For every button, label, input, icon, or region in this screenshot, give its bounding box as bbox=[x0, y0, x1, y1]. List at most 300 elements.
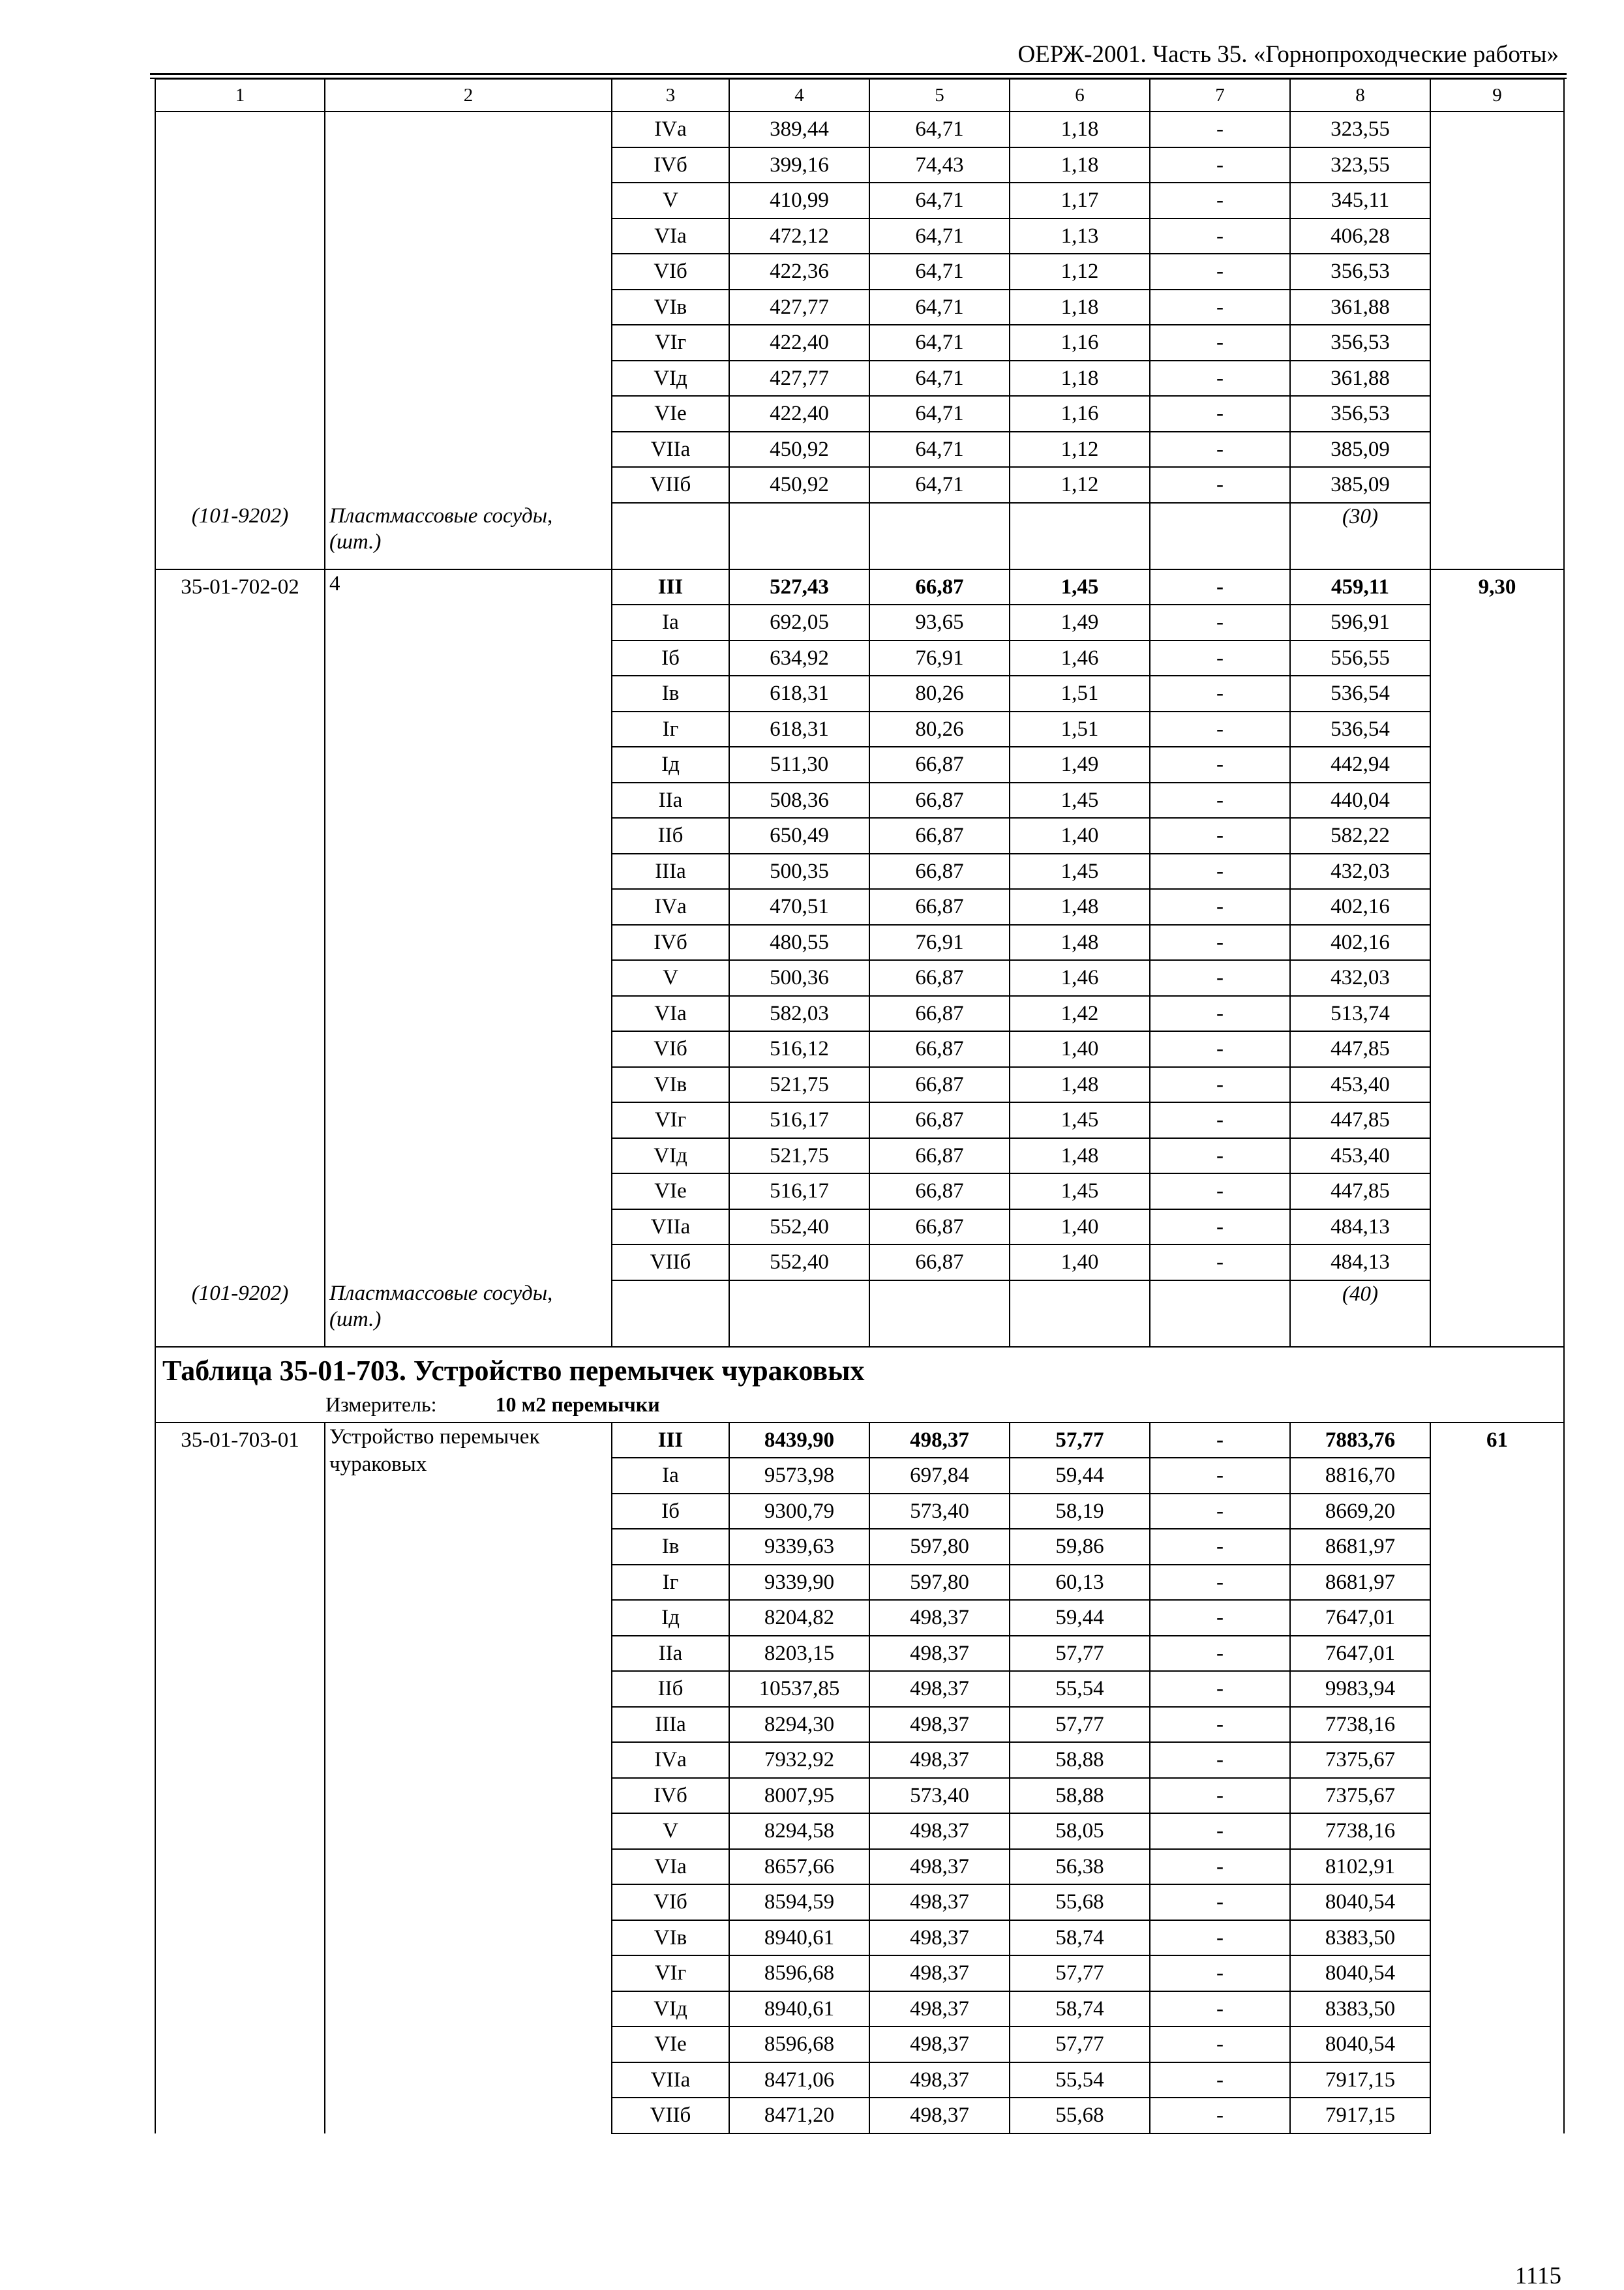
cell: IIа bbox=[612, 783, 729, 819]
cell: 8940,61 bbox=[729, 1920, 869, 1956]
cell: 1,48 bbox=[1010, 925, 1150, 961]
cell: 498,37 bbox=[869, 1600, 1010, 1636]
cell: - bbox=[1150, 676, 1290, 712]
cell: III bbox=[612, 569, 729, 605]
cell: 361,88 bbox=[1290, 290, 1430, 325]
cell: 1,48 bbox=[1010, 1067, 1150, 1103]
cell: 402,16 bbox=[1290, 925, 1430, 961]
cell: 7647,01 bbox=[1290, 1636, 1430, 1672]
cell: 521,75 bbox=[729, 1138, 869, 1174]
row-code: 35-01-702-02 bbox=[155, 569, 325, 1280]
cell: - bbox=[1150, 2098, 1290, 2133]
cell: 500,36 bbox=[729, 960, 869, 996]
column-header-6: 6 bbox=[1010, 79, 1150, 112]
cell: VIIб bbox=[612, 1244, 729, 1280]
cell: 1,16 bbox=[1010, 325, 1150, 361]
header-rule bbox=[150, 73, 1567, 75]
cell: 498,37 bbox=[869, 1920, 1010, 1956]
cell: 57,77 bbox=[1010, 1955, 1150, 1991]
cell: 55,54 bbox=[1010, 1671, 1150, 1707]
cell: 66,87 bbox=[869, 1209, 1010, 1245]
cell: - bbox=[1150, 1636, 1290, 1672]
row-col9: 61 bbox=[1430, 1423, 1564, 2133]
cell: 64,71 bbox=[869, 361, 1010, 397]
cell: 58,74 bbox=[1010, 1920, 1150, 1956]
cell: 7883,76 bbox=[1290, 1423, 1430, 1458]
cell: 498,37 bbox=[869, 2026, 1010, 2062]
cell: V bbox=[612, 183, 729, 218]
cell: 57,77 bbox=[1010, 2026, 1150, 2062]
table-title-row bbox=[155, 1347, 1564, 1423]
cell: 1,46 bbox=[1010, 960, 1150, 996]
cell: 536,54 bbox=[1290, 676, 1430, 712]
cell: 59,86 bbox=[1010, 1529, 1150, 1565]
cell: 8204,82 bbox=[729, 1600, 869, 1636]
column-header-4: 4 bbox=[729, 79, 869, 112]
cell: 618,31 bbox=[729, 676, 869, 712]
note-empty-cell bbox=[869, 1280, 1010, 1347]
cell: 521,75 bbox=[729, 1067, 869, 1103]
cell: - bbox=[1150, 1884, 1290, 1920]
cell: - bbox=[1150, 1529, 1290, 1565]
cell: 618,31 bbox=[729, 712, 869, 747]
cell: 498,37 bbox=[869, 1707, 1010, 1743]
cell: 422,36 bbox=[729, 254, 869, 290]
column-header-row bbox=[155, 79, 1564, 112]
cell: 692,05 bbox=[729, 605, 869, 640]
cell: 9339,63 bbox=[729, 1529, 869, 1565]
cell: 64,71 bbox=[869, 432, 1010, 468]
cell: - bbox=[1150, 1849, 1290, 1885]
cell: 453,40 bbox=[1290, 1067, 1430, 1103]
cell: 470,51 bbox=[729, 889, 869, 925]
cell: 389,44 bbox=[729, 112, 869, 147]
cell: 573,40 bbox=[869, 1494, 1010, 1529]
cell: 8681,97 bbox=[1290, 1565, 1430, 1601]
cell: 498,37 bbox=[869, 1742, 1010, 1778]
cell: 410,99 bbox=[729, 183, 869, 218]
cell: IVб bbox=[612, 147, 729, 183]
cell: IIIа bbox=[612, 1707, 729, 1743]
cell: VIд bbox=[612, 1991, 729, 2027]
cell: 459,11 bbox=[1290, 569, 1430, 605]
cell: 427,77 bbox=[729, 290, 869, 325]
cell: VIе bbox=[612, 396, 729, 432]
cell: 8383,50 bbox=[1290, 1920, 1430, 1956]
column-header-2: 2 bbox=[325, 79, 612, 112]
cell: 8681,97 bbox=[1290, 1529, 1430, 1565]
cell: 10537,85 bbox=[729, 1671, 869, 1707]
cell: - bbox=[1150, 783, 1290, 819]
cell: 76,91 bbox=[869, 640, 1010, 676]
cell: IVа bbox=[612, 889, 729, 925]
cell: 484,13 bbox=[1290, 1244, 1430, 1280]
cell: 7647,01 bbox=[1290, 1600, 1430, 1636]
column-header-8: 8 bbox=[1290, 79, 1430, 112]
cell: - bbox=[1150, 254, 1290, 290]
cell: 498,37 bbox=[869, 1955, 1010, 1991]
cell: 453,40 bbox=[1290, 1138, 1430, 1174]
cell: 450,92 bbox=[729, 467, 869, 503]
unit-line bbox=[162, 1391, 1557, 1418]
cell: IIб bbox=[612, 1671, 729, 1707]
cell: VIа bbox=[612, 1849, 729, 1885]
cell: 498,37 bbox=[869, 1636, 1010, 1672]
cell: V bbox=[612, 1813, 729, 1849]
cell: 7917,15 bbox=[1290, 2098, 1430, 2133]
cell: 516,17 bbox=[729, 1173, 869, 1209]
note-row bbox=[155, 1280, 1564, 1347]
cell: 1,12 bbox=[1010, 432, 1150, 468]
cell: VIг bbox=[612, 1955, 729, 1991]
cell: 527,43 bbox=[729, 569, 869, 605]
cell: 57,77 bbox=[1010, 1636, 1150, 1672]
note-empty-cell bbox=[729, 503, 869, 569]
cell: - bbox=[1150, 1920, 1290, 1956]
cell: Iа bbox=[612, 1458, 729, 1494]
cell: - bbox=[1150, 361, 1290, 397]
cell: 422,40 bbox=[729, 325, 869, 361]
cell: 498,37 bbox=[869, 2062, 1010, 2098]
note-empty-cell bbox=[1430, 1280, 1564, 1347]
cell: 447,85 bbox=[1290, 1173, 1430, 1209]
cell: 450,92 bbox=[729, 432, 869, 468]
note-description: Пластмассовые сосуды, (шт.) bbox=[325, 503, 612, 569]
cell: - bbox=[1150, 218, 1290, 254]
cell: 56,38 bbox=[1010, 1849, 1150, 1885]
cell: 498,37 bbox=[869, 1423, 1010, 1458]
cell: VIIб bbox=[612, 467, 729, 503]
cell: 582,03 bbox=[729, 996, 869, 1032]
cell: VIг bbox=[612, 325, 729, 361]
cell: 1,17 bbox=[1010, 183, 1150, 218]
cell: - bbox=[1150, 1600, 1290, 1636]
cell: 1,45 bbox=[1010, 1173, 1150, 1209]
cell: Iд bbox=[612, 747, 729, 783]
cell: 1,49 bbox=[1010, 605, 1150, 640]
cell: 66,87 bbox=[869, 1244, 1010, 1280]
cell: 64,71 bbox=[869, 183, 1010, 218]
cell: IVа bbox=[612, 1742, 729, 1778]
cell: 64,71 bbox=[869, 254, 1010, 290]
cell: 1,40 bbox=[1010, 1244, 1150, 1280]
cell: IIIа bbox=[612, 854, 729, 890]
cell: - bbox=[1150, 1565, 1290, 1601]
cell: 58,19 bbox=[1010, 1494, 1150, 1529]
cell: 556,55 bbox=[1290, 640, 1430, 676]
cell: 1,18 bbox=[1010, 147, 1150, 183]
note-empty-cell bbox=[1150, 503, 1290, 569]
cell: 1,16 bbox=[1010, 396, 1150, 432]
cell: 58,88 bbox=[1010, 1742, 1150, 1778]
cell: 498,37 bbox=[869, 1671, 1010, 1707]
cell: VIб bbox=[612, 1031, 729, 1067]
cell: - bbox=[1150, 1742, 1290, 1778]
cell: 508,36 bbox=[729, 783, 869, 819]
cell: 498,37 bbox=[869, 2098, 1010, 2133]
cell: IVб bbox=[612, 1778, 729, 1814]
cell: 7738,16 bbox=[1290, 1813, 1430, 1849]
cell: VIд bbox=[612, 361, 729, 397]
cell: - bbox=[1150, 605, 1290, 640]
note-empty-cell bbox=[729, 1280, 869, 1347]
cell: 66,87 bbox=[869, 854, 1010, 890]
cell: - bbox=[1150, 1813, 1290, 1849]
cell: - bbox=[1150, 1173, 1290, 1209]
cell: 66,87 bbox=[869, 783, 1010, 819]
cell: Iв bbox=[612, 676, 729, 712]
cell: 8471,06 bbox=[729, 2062, 869, 2098]
cell: 511,30 bbox=[729, 747, 869, 783]
cell: - bbox=[1150, 996, 1290, 1032]
note-value: (30) bbox=[1290, 503, 1430, 569]
cell: - bbox=[1150, 396, 1290, 432]
cell: - bbox=[1150, 925, 1290, 961]
cell: 1,51 bbox=[1010, 676, 1150, 712]
cell: 64,71 bbox=[869, 325, 1010, 361]
cell: V bbox=[612, 960, 729, 996]
cell: 634,92 bbox=[729, 640, 869, 676]
cell: VIIб bbox=[612, 2098, 729, 2133]
cell: 66,87 bbox=[869, 1138, 1010, 1174]
cell: 8596,68 bbox=[729, 2026, 869, 2062]
cell: 1,18 bbox=[1010, 290, 1150, 325]
cell: VIв bbox=[612, 1920, 729, 1956]
cell: 385,09 bbox=[1290, 467, 1430, 503]
cell: Iа bbox=[612, 605, 729, 640]
cell: 64,71 bbox=[869, 396, 1010, 432]
cell: 8940,61 bbox=[729, 1991, 869, 2027]
note-description: Пластмассовые сосуды, (шт.) bbox=[325, 1280, 612, 1347]
cell: 596,91 bbox=[1290, 605, 1430, 640]
cell: 516,12 bbox=[729, 1031, 869, 1067]
cell: - bbox=[1150, 747, 1290, 783]
column-header-5: 5 bbox=[869, 79, 1010, 112]
cell: 513,74 bbox=[1290, 996, 1430, 1032]
cell: VIб bbox=[612, 254, 729, 290]
cell: 93,65 bbox=[869, 605, 1010, 640]
unit-label: Измеритель: bbox=[325, 1392, 437, 1416]
cell: 8657,66 bbox=[729, 1849, 869, 1885]
cell: 8294,58 bbox=[729, 1813, 869, 1849]
cell: VIIа bbox=[612, 1209, 729, 1245]
cell: 1,45 bbox=[1010, 783, 1150, 819]
cell: 422,40 bbox=[729, 396, 869, 432]
cell: Iв bbox=[612, 1529, 729, 1565]
cell: 697,84 bbox=[869, 1458, 1010, 1494]
cell: 64,71 bbox=[869, 467, 1010, 503]
cell: 60,13 bbox=[1010, 1565, 1150, 1601]
cell: - bbox=[1150, 183, 1290, 218]
cell: - bbox=[1150, 818, 1290, 854]
cell: VIIа bbox=[612, 2062, 729, 2098]
cell: Iг bbox=[612, 1565, 729, 1601]
cell: - bbox=[1150, 1778, 1290, 1814]
cell: 8594,59 bbox=[729, 1884, 869, 1920]
cell: 1,40 bbox=[1010, 818, 1150, 854]
table-title-cell bbox=[155, 1347, 1564, 1423]
row-code: 35-01-703-01 bbox=[155, 1423, 325, 2133]
cell: 66,87 bbox=[869, 1031, 1010, 1067]
cell: 498,37 bbox=[869, 1849, 1010, 1885]
cell: - bbox=[1150, 889, 1290, 925]
cell: VIа bbox=[612, 996, 729, 1032]
cell: VIг bbox=[612, 1102, 729, 1138]
page-number: 1115 bbox=[1514, 2263, 1561, 2289]
cell: - bbox=[1150, 325, 1290, 361]
cell: 55,68 bbox=[1010, 1884, 1150, 1920]
cell: - bbox=[1150, 1494, 1290, 1529]
cell: 9983,94 bbox=[1290, 1671, 1430, 1707]
note-empty-cell bbox=[1010, 1280, 1150, 1347]
cell: - bbox=[1150, 1244, 1290, 1280]
cell: - bbox=[1150, 1671, 1290, 1707]
cell: 66,87 bbox=[869, 960, 1010, 996]
note-empty-cell bbox=[1430, 503, 1564, 569]
cell: 516,17 bbox=[729, 1102, 869, 1138]
cell: 8040,54 bbox=[1290, 1955, 1430, 1991]
cell: 58,05 bbox=[1010, 1813, 1150, 1849]
cell: 9300,79 bbox=[729, 1494, 869, 1529]
cell: 55,68 bbox=[1010, 2098, 1150, 2133]
cell: - bbox=[1150, 1955, 1290, 1991]
cell: - bbox=[1150, 1458, 1290, 1494]
cell: 399,16 bbox=[729, 147, 869, 183]
cell: 442,94 bbox=[1290, 747, 1430, 783]
cell: 76,91 bbox=[869, 925, 1010, 961]
cell: VIб bbox=[612, 1884, 729, 1920]
cell: - bbox=[1150, 1209, 1290, 1245]
cell: 9339,90 bbox=[729, 1565, 869, 1601]
cell: - bbox=[1150, 712, 1290, 747]
cell: 55,54 bbox=[1010, 2062, 1150, 2098]
note-row bbox=[155, 503, 1564, 569]
cell: - bbox=[1150, 2062, 1290, 2098]
cell: 1,46 bbox=[1010, 640, 1150, 676]
cell: 1,13 bbox=[1010, 218, 1150, 254]
cell: 1,48 bbox=[1010, 1138, 1150, 1174]
table-row bbox=[155, 1423, 1564, 1458]
cell: 59,44 bbox=[1010, 1458, 1150, 1494]
cell: 356,53 bbox=[1290, 254, 1430, 290]
cell: 385,09 bbox=[1290, 432, 1430, 468]
unit-value: 10 м2 перемычки bbox=[495, 1392, 660, 1416]
cell: VIIа bbox=[612, 432, 729, 468]
cell: 8669,20 bbox=[1290, 1494, 1430, 1529]
cell: 8294,30 bbox=[729, 1707, 869, 1743]
cell: 356,53 bbox=[1290, 396, 1430, 432]
cell: 7917,15 bbox=[1290, 2062, 1430, 2098]
cell: 8816,70 bbox=[1290, 1458, 1430, 1494]
cell: 58,88 bbox=[1010, 1778, 1150, 1814]
cell: 8102,91 bbox=[1290, 1849, 1430, 1885]
cell: 498,37 bbox=[869, 1991, 1010, 2027]
cell: 8383,50 bbox=[1290, 1991, 1430, 2027]
cell: - bbox=[1150, 467, 1290, 503]
cell: 323,55 bbox=[1290, 147, 1430, 183]
cell: 427,77 bbox=[729, 361, 869, 397]
cell: Iб bbox=[612, 1494, 729, 1529]
note-code: (101-9202) bbox=[155, 1280, 325, 1347]
cell: 57,77 bbox=[1010, 1423, 1150, 1458]
cell: 1,12 bbox=[1010, 254, 1150, 290]
cell: 66,87 bbox=[869, 996, 1010, 1032]
cell: IVа bbox=[612, 112, 729, 147]
cell: Iг bbox=[612, 712, 729, 747]
cell: - bbox=[1150, 2026, 1290, 2062]
cell: III bbox=[612, 1423, 729, 1458]
cell: 1,45 bbox=[1010, 1102, 1150, 1138]
cell: 64,71 bbox=[869, 290, 1010, 325]
cell: 1,45 bbox=[1010, 854, 1150, 890]
note-empty-cell bbox=[1010, 503, 1150, 569]
note-empty-cell bbox=[612, 503, 729, 569]
cell: 7932,92 bbox=[729, 1742, 869, 1778]
row-col9: 9,30 bbox=[1430, 569, 1564, 1280]
cell: 582,22 bbox=[1290, 818, 1430, 854]
cell: 447,85 bbox=[1290, 1102, 1430, 1138]
cell: 597,80 bbox=[869, 1565, 1010, 1601]
cell: VIв bbox=[612, 290, 729, 325]
cell: 573,40 bbox=[869, 1778, 1010, 1814]
cell: 406,28 bbox=[1290, 218, 1430, 254]
cell: IVб bbox=[612, 925, 729, 961]
cell: 1,42 bbox=[1010, 996, 1150, 1032]
table-row bbox=[155, 569, 1564, 605]
cell: 345,11 bbox=[1290, 183, 1430, 218]
cell: 484,13 bbox=[1290, 1209, 1430, 1245]
cell: 7375,67 bbox=[1290, 1778, 1430, 1814]
cell: 1,48 bbox=[1010, 889, 1150, 925]
row-description: Устройство перемычек чураковых bbox=[325, 1423, 612, 2133]
column-header-3: 3 bbox=[612, 79, 729, 112]
cell: 498,37 bbox=[869, 1813, 1010, 1849]
cell: 1,45 bbox=[1010, 569, 1150, 605]
cell: 480,55 bbox=[729, 925, 869, 961]
cell: 9573,98 bbox=[729, 1458, 869, 1494]
cell: VIе bbox=[612, 1173, 729, 1209]
cell: 64,71 bbox=[869, 112, 1010, 147]
cell: - bbox=[1150, 1423, 1290, 1458]
cell: 8007,95 bbox=[729, 1778, 869, 1814]
cell: 8439,90 bbox=[729, 1423, 869, 1458]
cell: 1,18 bbox=[1010, 112, 1150, 147]
cell: 402,16 bbox=[1290, 889, 1430, 925]
cell: - bbox=[1150, 1031, 1290, 1067]
cell: - bbox=[1150, 290, 1290, 325]
cell: 59,44 bbox=[1010, 1600, 1150, 1636]
cell: 8596,68 bbox=[729, 1955, 869, 1991]
cell: Iд bbox=[612, 1600, 729, 1636]
cell: - bbox=[1150, 1707, 1290, 1743]
cell: - bbox=[1150, 960, 1290, 996]
cell: 552,40 bbox=[729, 1244, 869, 1280]
cell: VIе bbox=[612, 2026, 729, 2062]
cell: 472,12 bbox=[729, 218, 869, 254]
row-description: 4 bbox=[325, 569, 612, 1280]
table-row bbox=[155, 112, 1564, 147]
cell: - bbox=[1150, 432, 1290, 468]
cell: 64,71 bbox=[869, 218, 1010, 254]
cell: - bbox=[1150, 1102, 1290, 1138]
cell: - bbox=[1150, 1991, 1290, 2027]
cell: 432,03 bbox=[1290, 960, 1430, 996]
cell: - bbox=[1150, 1138, 1290, 1174]
cell: 500,35 bbox=[729, 854, 869, 890]
cell: 57,77 bbox=[1010, 1707, 1150, 1743]
row-description bbox=[325, 112, 612, 503]
cell: - bbox=[1150, 640, 1290, 676]
